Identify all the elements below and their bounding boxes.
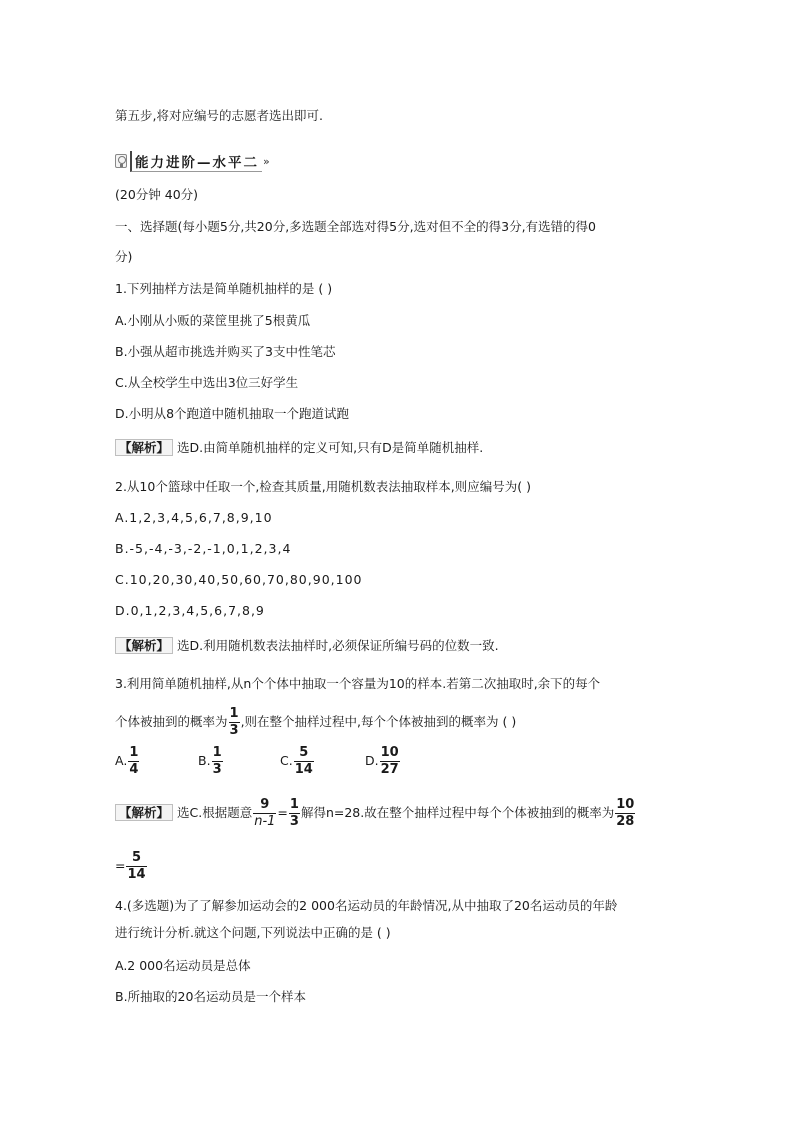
q3-stem-fraction: $\frac{1}{3}$ xyxy=(229,706,239,738)
analysis-fraction-3: $\frac{10}{28}$ xyxy=(616,797,635,829)
q4-option-b: B.所抽取的20名运动员是一个样本 xyxy=(115,989,306,1004)
q1-option-a: A.小刚从小贩的菜筐里挑了5根黄瓜 xyxy=(115,313,311,328)
q3-stem-line2: 个体被抽到的概率为 $\frac{1}{3}$ ,则在整个抽样过程中,每个个体被抽到的概率为 ( ) xyxy=(115,706,517,738)
q4-option-a: A.2 000名运动员是总体 xyxy=(115,958,251,973)
section-header xyxy=(115,151,270,171)
intro-line: 第五步,将对应编号的志愿者选出即可. xyxy=(115,108,323,123)
q3-analysis: 【解析】 选C.根据题意 $\frac{9}{n-1}$ = $\frac{1}{3}$ 解得n=28.故在整个抽样过程中每个个体被抽到的概率为 $\frac{10}{28}$ xyxy=(115,795,636,831)
q1-option-b: B.小强从超市挑选并购买了3支中性笔芯 xyxy=(115,344,336,359)
q1-analysis-text: 选D.由简单随机抽样的定义可知,只有D是简单随机抽样. xyxy=(177,440,484,455)
lightbulb-icon xyxy=(115,154,127,168)
q1-option-d: D.小明从8个跑道中随机抽取一个跑道试跑 xyxy=(115,406,350,421)
q2-analysis-text: 选D.利用随机数表法抽样时,必须保证所编号码的位数一致. xyxy=(177,638,499,653)
q1-option-c: C.从全校学生中选出3位三好学生 xyxy=(115,375,299,390)
q3-option-d: D. $\frac{10}{27}$ xyxy=(365,745,399,777)
q3-option-a: A. $\frac{1}{4}$ xyxy=(115,745,139,777)
analysis-fraction-1: $\frac{9}{n-1}$ xyxy=(254,797,276,829)
time-note: (20分钟 40分) xyxy=(115,187,199,202)
analysis-fraction-4: $\frac{5}{14}$ xyxy=(127,850,146,882)
analysis-fraction-2: $\frac{1}{3}$ xyxy=(289,797,299,829)
q2-option-c: C.10,20,30,40,50,60,70,80,90,100 xyxy=(115,572,363,587)
instructions-line2: 分) xyxy=(115,249,133,264)
analysis-tag: 【解析】 xyxy=(115,637,173,654)
q3-analysis-result: = $\frac{5}{14}$ xyxy=(115,850,146,882)
q3-stem-line1: 3.利用简单随机抽样,从n个个体中抽取一个容量为10的样本.若第二次抽取时,余下的每个 xyxy=(115,676,601,691)
q3-option-c: C. $\frac{5}{14}$ xyxy=(280,745,313,777)
instructions-line1: 一、选择题(每小题5分,共20分,多选题全部选对得5分,选对但不全的得3分,有选错的得0 xyxy=(115,219,596,234)
section-title: 能力进阶—水平二 xyxy=(130,151,262,172)
q1-analysis xyxy=(115,439,483,457)
q2-option-b: B.-5,-4,-3,-2,-1,0,1,2,3,4 xyxy=(115,541,292,556)
q4-stem-line2: 进行统计分析.就这个问题,下列说法中正确的是 ( ) xyxy=(115,925,391,940)
q1-stem: 1.下列抽样方法是简单随机抽样的是 ( ) xyxy=(115,281,333,296)
analysis-tag: 【解析】 xyxy=(115,804,173,821)
double-arrow-icon: » xyxy=(263,154,270,168)
q4-stem-line1: 4.(多选题)为了了解参加运动会的2 000名运动员的年龄情况,从中抽取了20名运动员的年龄 xyxy=(115,898,618,913)
analysis-tag: 【解析】 xyxy=(115,439,173,456)
q2-analysis xyxy=(115,637,499,655)
q3-option-b: B. $\frac{1}{3}$ xyxy=(198,745,222,777)
q2-option-a: A.1,2,3,4,5,6,7,8,9,10 xyxy=(115,510,273,525)
q2-option-d: D.0,1,2,3,4,5,6,7,8,9 xyxy=(115,603,265,618)
q2-stem: 2.从10个篮球中任取一个,检查其质量,用随机数表法抽取样本,则应编号为( ) xyxy=(115,479,531,494)
